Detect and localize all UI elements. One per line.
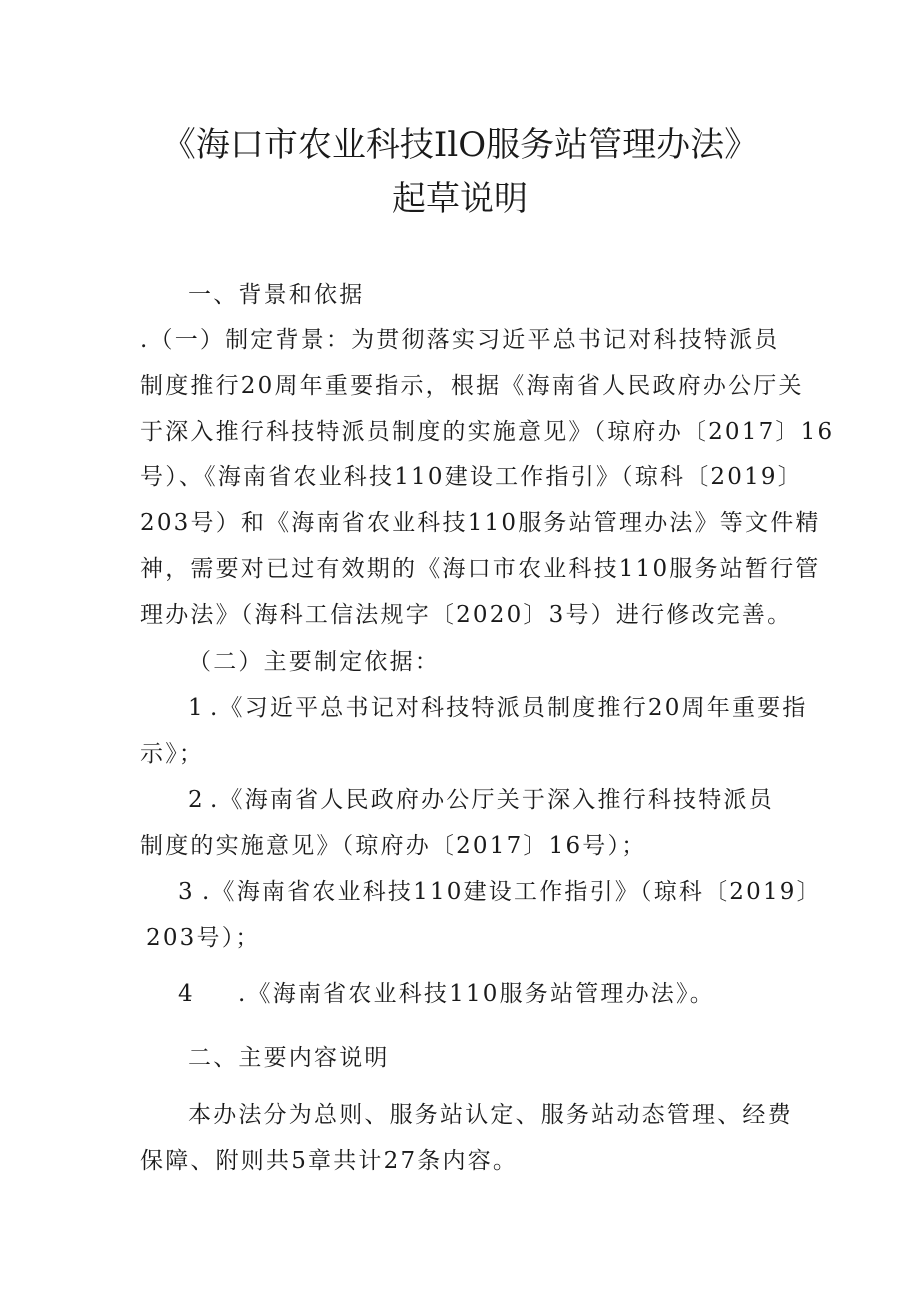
paragraph-line: 制度推行20周年重要指示，根据《海南省人民政府办公厅关 [140,373,804,399]
paragraph-line: .（一）制定背景：为贯彻落实习近平总书记对科技特派员 [140,327,780,353]
paragraph-line: 本办法分为总则、服务站认定、服务站动态管理、经费 [188,1102,793,1128]
paragraph-line: 理办法》（海科工信法规字〔2020〕3号）进行修改完善。 [140,602,793,628]
section-heading: 一、背景和依据 [188,282,365,308]
document-title: 《海口市农业科技IlO服务站管理办法》 [161,125,759,165]
paragraph-line: 203号）和《海南省农业科技110服务站管理办法》等文件精 [140,510,821,536]
list-item-number: 1 [188,695,205,721]
list-item-text: .《海南省农业科技110建设工作指引》（琼科〔2019〕 [202,879,822,905]
list-item-number: 3 [178,879,195,905]
paragraph-line: 保障、附则共5章共计27条内容。 [140,1148,519,1174]
subsection-heading: （二）主要制定依据： [188,649,440,675]
list-item-text: 制度的实施意见》（琼府办〔2017〕16号）； [140,833,647,859]
paragraph-line: 神，需要对已过有效期的《海口市农业科技110服务站暂行管 [140,556,821,582]
list-item-number: 4 [178,981,195,1007]
list-item-text: .《习近平总书记对科技特派员制度推行20周年重要指 [210,695,808,721]
list-item-text: 示》； [140,741,205,767]
paragraph-line: 于深入推行科技特派员制度的实施意见》（琼府办〔2017〕16 [140,419,835,445]
list-item-text: .《海南省农业科技110服务站管理办法》。 [238,981,715,1007]
list-item-number: 2 [188,787,205,813]
paragraph-line: 号）、《海南省农业科技110建设工作指引》（琼科〔2019〕 [140,464,803,490]
section-heading: 二、主要内容说明 [188,1045,390,1071]
document-subtitle: 起草说明 [392,179,528,219]
list-item-text: .《海南省人民政府办公厅关于深入推行科技特派员 [210,787,774,813]
list-item-text: 203号）； [146,925,261,951]
